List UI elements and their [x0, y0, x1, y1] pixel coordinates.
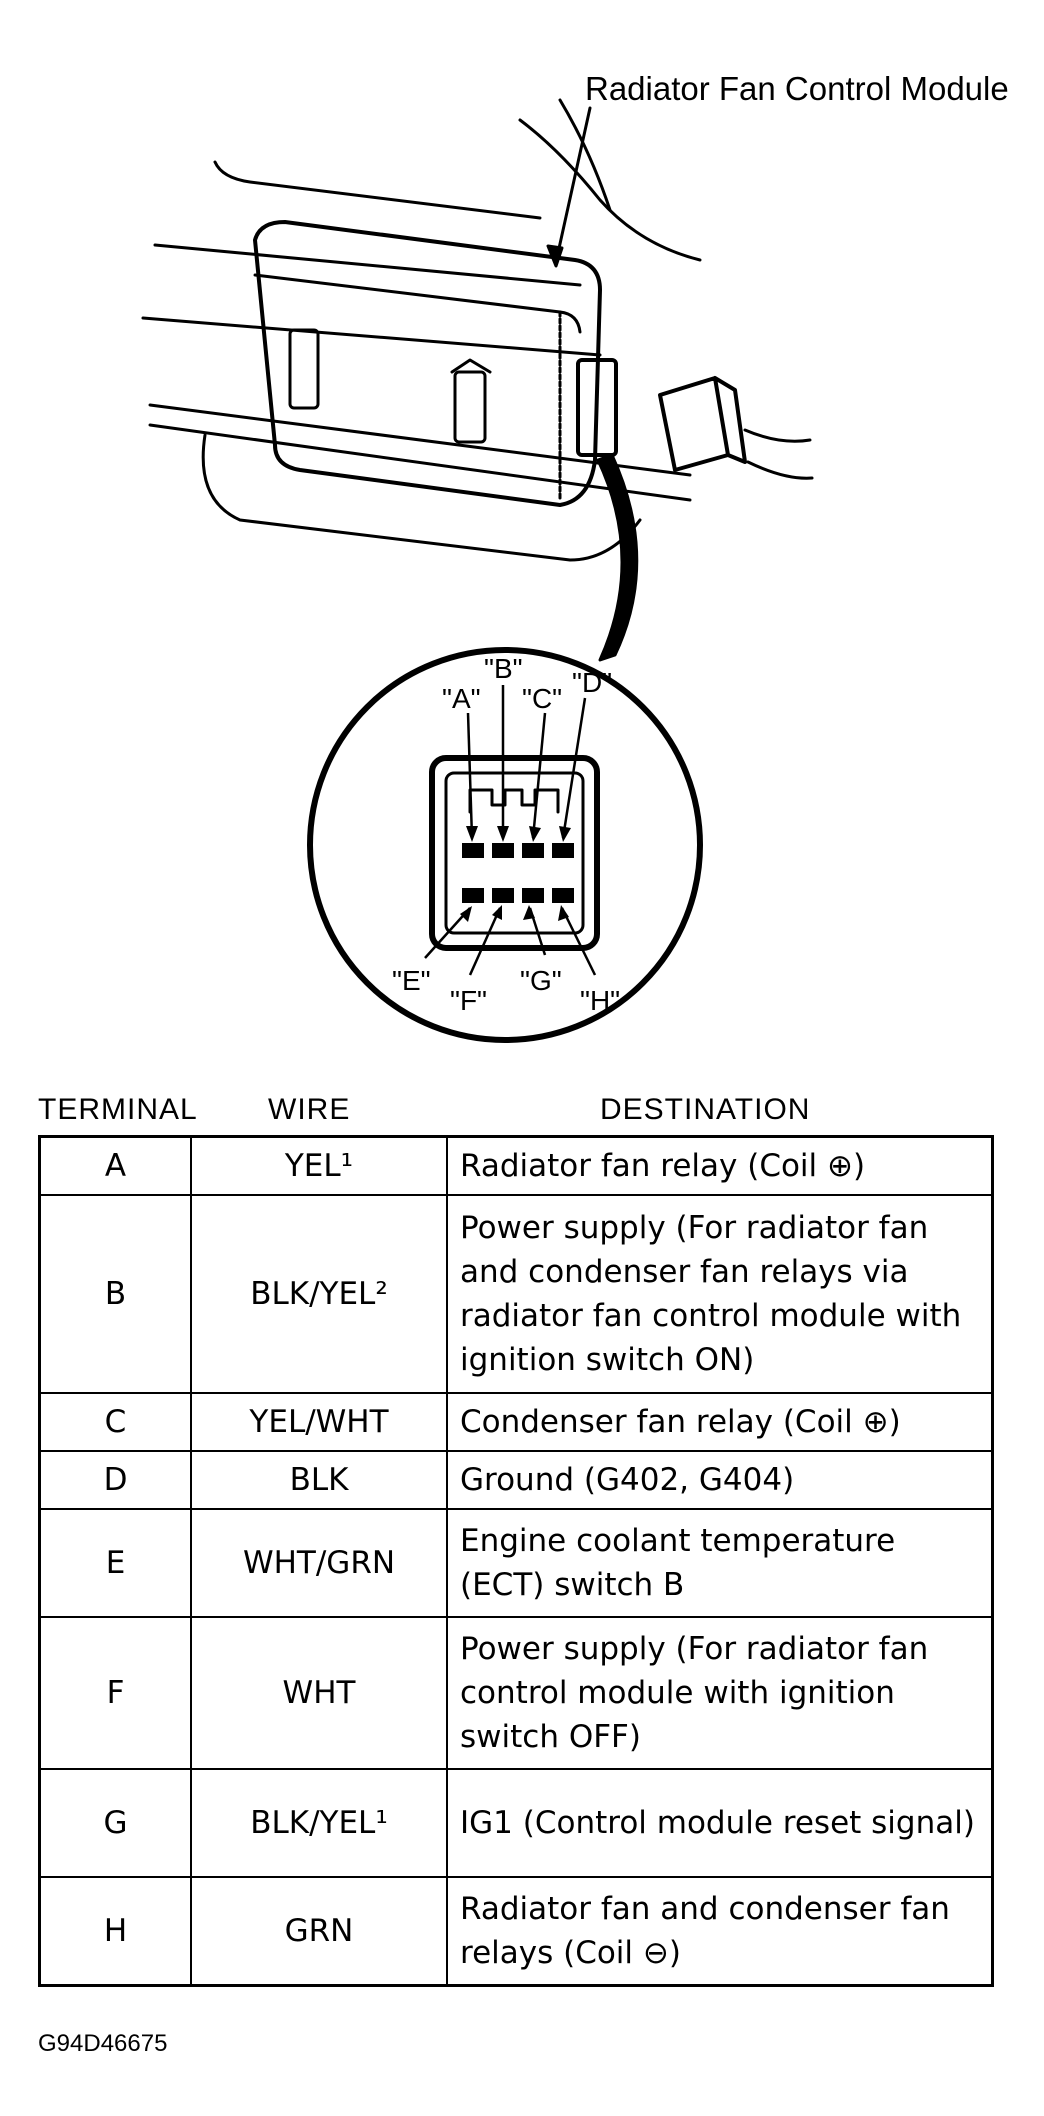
destination-cell: Power supply (For radiator fan control module with ignition switch OFF) — [447, 1617, 993, 1769]
header-terminal: TERMINAL — [38, 1093, 198, 1126]
terminal-table — [38, 1135, 994, 1987]
destination-cell: Ground (G402, G404) — [447, 1451, 993, 1509]
header-destination: DESTINATION — [600, 1093, 811, 1126]
module-clip-center — [455, 372, 485, 442]
table-row — [40, 1509, 993, 1617]
bracket-outline — [215, 162, 540, 218]
pin-b — [492, 843, 514, 858]
terminal-cell: G — [40, 1769, 192, 1877]
mating-plug — [660, 378, 745, 470]
terminal-cell: B — [40, 1195, 192, 1393]
wire-cell: YEL¹ — [191, 1137, 447, 1196]
table-row — [40, 1393, 993, 1451]
pin-c — [522, 843, 544, 858]
leader-c — [533, 713, 545, 838]
table-row — [40, 1195, 993, 1393]
title-leader-line — [556, 108, 590, 262]
mount-strap-upper — [143, 245, 600, 355]
wire-cell: WHT/GRN — [191, 1509, 447, 1617]
pin-label-a: "A" — [442, 683, 481, 714]
pin-label-f: "F" — [450, 985, 487, 1016]
wire-cell: WHT — [191, 1617, 447, 1769]
pin-g — [522, 888, 544, 903]
table-row — [40, 1137, 993, 1196]
module-clip-center-top — [452, 360, 490, 372]
leader-a — [468, 713, 472, 838]
pin-d — [552, 843, 574, 858]
connector-keyway — [470, 790, 558, 812]
module-top-edge — [255, 275, 580, 332]
panel-edge-line — [520, 120, 700, 260]
arrowhead-e — [460, 906, 472, 922]
pin-h — [552, 888, 574, 903]
leader-f — [470, 908, 500, 975]
destination-cell: Radiator fan relay (Coil ⊕) — [447, 1137, 993, 1196]
destination-cell: IG1 (Control module reset signal) — [447, 1769, 993, 1877]
pin-label-d: "D" — [572, 667, 613, 698]
pin-label-e: "E" — [392, 965, 431, 996]
diagram-title: Radiator Fan Control Module — [585, 70, 1009, 107]
pin-f — [492, 888, 514, 903]
wire-cell: BLK — [191, 1451, 447, 1509]
arrowhead-a — [466, 826, 478, 842]
pin-label-h: "H" — [580, 985, 621, 1016]
terminal-cell: D — [40, 1451, 192, 1509]
wire-cell: YEL/WHT — [191, 1393, 447, 1451]
module-clip-left — [290, 330, 318, 408]
arrowhead-c — [529, 826, 541, 842]
destination-cell: Condenser fan relay (Coil ⊕) — [447, 1393, 993, 1451]
zoom-cone — [598, 455, 637, 660]
arrowhead-g — [523, 905, 535, 920]
panel-edge-line-2 — [560, 100, 610, 210]
terminal-cell: A — [40, 1137, 192, 1196]
destination-cell: Radiator fan and condenser fan relays (Coil ⊖) — [447, 1877, 993, 1985]
terminal-cell: F — [40, 1617, 192, 1769]
wire-cell: GRN — [191, 1877, 447, 1985]
destination-cell: Power supply (For radiator fan and condenser fan relays via radiator fan control module with ignition switch ON) — [447, 1195, 993, 1393]
wire-cell: BLK/YEL² — [191, 1195, 447, 1393]
terminal-cell: E — [40, 1509, 192, 1617]
header-wire: WIRE — [268, 1093, 351, 1126]
pin-label-c: "C" — [522, 683, 563, 714]
table-row — [40, 1769, 993, 1877]
pin-label-b: "B" — [484, 653, 523, 684]
arrowhead-b — [497, 826, 509, 842]
figure-id: G94D46675 — [38, 2030, 168, 2057]
table-row — [40, 1451, 993, 1509]
plug-wire-harness — [745, 430, 812, 478]
table-row — [40, 1877, 993, 1985]
wire-cell: BLK/YEL¹ — [191, 1769, 447, 1877]
pin-label-g: "G" — [520, 965, 562, 996]
pin-a — [462, 843, 484, 858]
table-row — [40, 1617, 993, 1769]
arrowhead-d — [559, 826, 571, 842]
destination-cell: Engine coolant temperature (ECT) switch B — [447, 1509, 993, 1617]
terminal-cell: H — [40, 1877, 192, 1985]
pin-e — [462, 888, 484, 903]
leader-h — [562, 908, 595, 975]
terminal-cell: C — [40, 1393, 192, 1451]
